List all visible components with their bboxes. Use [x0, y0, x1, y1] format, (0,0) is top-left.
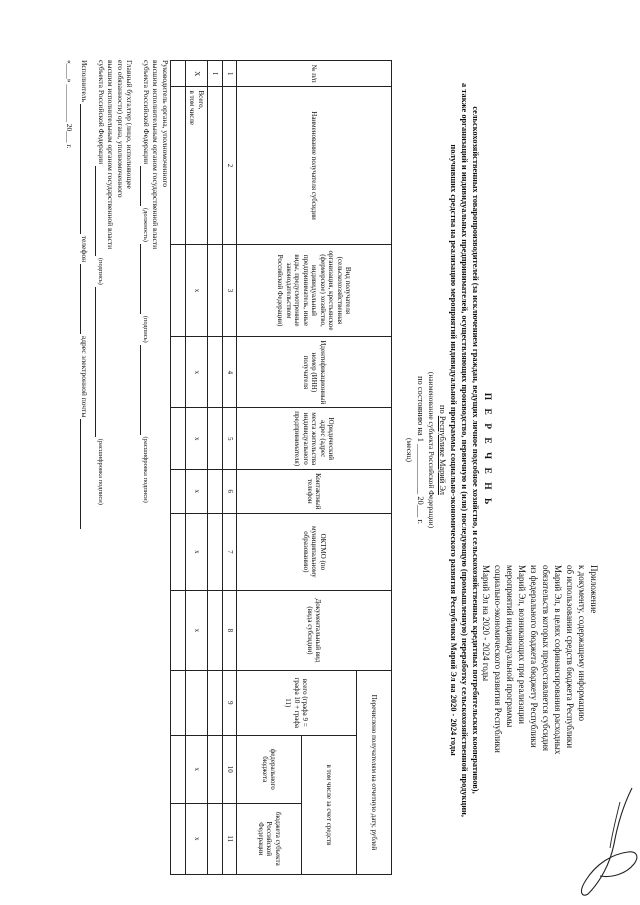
col-transferred-group-header: Перечислено получателям на отчетную дату, рублей — [357, 670, 392, 874]
document-title — [404, 40, 492, 860]
position-caption: (должность) — [142, 207, 149, 242]
column-number: 2 — [223, 87, 237, 244]
column-number: 10 — [223, 735, 237, 803]
title-line-2: а также организаций и индивидуальных предпринимателей, осуществляющих производство, первичную и (или) последующую (промышленную) переработку сельскохозяйственной продукции, — [460, 83, 469, 817]
table-cell — [208, 803, 223, 874]
phone-label: телефон — [80, 235, 90, 263]
appendix-line: Марий Эл, в целях софинансирования расходных — [553, 565, 563, 755]
table-cell: x — [186, 803, 208, 874]
appendix-line: мероприятий индивидуальной программы — [505, 565, 515, 728]
accountant-title-line: высшим исполнительным органом государственной власти — [106, 60, 116, 250]
accountant-title-line: субъекта Российской Федерации — [97, 60, 106, 165]
col-recipient-header: Наименование получателя субсидии — [237, 87, 392, 244]
col-type-header: Вид получателя (сельскохозяйственная организация, крестьянское (фермерское) хозяйство, индивидуальный предприниматель, иные виды, предусмотренные законодательством Российской Федерации) — [237, 244, 392, 337]
column-number: 1 — [223, 61, 237, 87]
signature-line — [141, 244, 150, 314]
table-cell: x — [186, 337, 208, 408]
col-number-header: № п/п — [237, 61, 392, 87]
accountant-title-line: его обязанности) органа, уполномоченного — [116, 60, 125, 198]
col-phone-header: Контактный телефон — [237, 470, 392, 513]
region-line — [437, 40, 448, 860]
table-cell — [208, 244, 223, 337]
col-address-header: Юридический адрес (адрес места жительства индивидуального предпринимателя) — [237, 408, 392, 470]
table-cell — [208, 87, 223, 244]
title-line-3: получивших средства на реализацию мероприятий индивидуальной программы социально-экономического развития Республики Марий Эл на 2020 - 2024 годы — [449, 144, 458, 756]
date-caption: (месяц) — [405, 437, 414, 463]
sign-caption: (подпись) — [142, 315, 149, 343]
table-cell — [171, 591, 186, 670]
col-sources-group-header: в том числе за счет средств — [302, 735, 357, 874]
table-cell: x — [186, 591, 208, 670]
signature-line — [141, 166, 150, 206]
appendix-line: обязательств которых предоставляется субсидия — [541, 565, 551, 752]
column-number: 8 — [223, 591, 237, 670]
table-cell — [186, 670, 208, 735]
head-title-line: высшим исполнительным органом государственной власти — [151, 60, 161, 250]
head-title-line: субъекта Российской Федерации — [142, 60, 151, 165]
column-number: 7 — [223, 513, 237, 591]
column-number: 5 — [223, 408, 237, 470]
table-cell: x — [186, 735, 208, 803]
header-row — [357, 61, 392, 875]
title-line-1: сельскохозяйственных товаропроизводителей (за исключением граждан, ведущих личное подсобное хозяйство, и сельскохозяйственных кредитных потребительских кооперативов), — [471, 106, 480, 794]
column-number: 4 — [223, 337, 237, 408]
table-cell — [171, 408, 186, 470]
table-cell — [208, 470, 223, 513]
accountant-signature — [96, 60, 135, 740]
signature-line — [80, 419, 89, 529]
handwritten-signature — [570, 782, 640, 902]
table-cell — [171, 735, 186, 803]
signature-block — [59, 60, 171, 740]
table-cell: Всего, в том числе — [186, 87, 208, 244]
appendix-line: Марий Эл, возникающих при реализации — [517, 565, 527, 724]
region-caption: (наименование субъекта Российской Федерации) — [427, 371, 436, 529]
accountant-title-line: Главный бухгалтер (лицо, исполняющее — [125, 60, 135, 189]
table-cell — [208, 591, 223, 670]
appendix-line: об использовании средств бюджета Республики — [565, 565, 575, 749]
col-subsidy-type-header: Документальный вид (вида субсидии) — [237, 591, 392, 670]
appendix-line: к документу, содержащему информацию — [577, 565, 587, 721]
table-cell — [171, 244, 186, 337]
table-cell — [208, 735, 223, 803]
date-line: по состоянию на 1 ____________ 20___ г. — [416, 376, 425, 524]
date-field: «____» __________ 20___ г. — [65, 60, 74, 149]
table-cell — [171, 513, 186, 591]
decode-caption: (расшифровка подписи) — [142, 436, 149, 503]
decode-caption: (расшифровка подписи) — [97, 438, 104, 505]
table-cell: x — [186, 408, 208, 470]
table-cell — [208, 513, 223, 591]
table-cell — [171, 337, 186, 408]
signature-line — [80, 264, 89, 334]
executor-line — [80, 60, 90, 740]
table-row — [208, 61, 223, 875]
region-name: Республике Марий Эл — [438, 415, 447, 495]
table-cell — [171, 670, 186, 735]
executor-label: Исполнитель — [80, 60, 90, 102]
signature-line — [141, 345, 150, 435]
signature-line — [80, 104, 89, 234]
column-number: 11 — [223, 803, 237, 874]
appendix-line: из федерального бюджета бюджету Республики — [529, 565, 539, 748]
col-total-header: всего (графа 9 = графа 10 + графа 11) — [237, 670, 357, 735]
table-cell: x — [186, 513, 208, 591]
appendix-line: Марий Эл на 2020 - 2024 годы — [481, 565, 491, 682]
title-heading: П Е Р Е Ч Е Н Ь — [482, 392, 492, 508]
table-cell: X — [186, 61, 208, 87]
email-label: адрес электронной почты — [80, 335, 90, 418]
document-sheet — [20, 20, 620, 880]
column-number: 3 — [223, 244, 237, 337]
table-row — [186, 61, 208, 875]
appendix-line: Приложение — [589, 565, 599, 614]
col-regional-header: бюджета субъекта Российской Федерации — [237, 803, 302, 874]
table-cell: x — [186, 244, 208, 337]
column-numbers-row — [223, 61, 237, 875]
col-inn-header: Идентификационный номер (ИНН) получателя — [237, 337, 392, 408]
table-row — [171, 61, 186, 875]
table-cell — [208, 670, 223, 735]
table-cell — [208, 408, 223, 470]
column-number: 6 — [223, 470, 237, 513]
appendix-line: социально-экономического развития Республики — [493, 565, 503, 753]
table-cell — [208, 337, 223, 408]
column-number: 9 — [223, 670, 237, 735]
region-prefix: по — [438, 405, 447, 414]
table-cell — [171, 87, 186, 244]
table-cell: x — [186, 470, 208, 513]
col-oktmo-header: ОКТМО (по муниципальному образованию) — [237, 513, 392, 591]
recipients-table — [170, 60, 392, 875]
table-cell — [171, 803, 186, 874]
col-federal-header: федерального бюджета — [237, 735, 302, 803]
signature-line — [96, 166, 105, 256]
sign-caption: (подпись) — [97, 257, 104, 285]
table-cell — [171, 61, 186, 87]
head-signature — [141, 60, 171, 740]
signature-line — [96, 287, 105, 437]
head-title-line: Руководитель органа, уполномоченного — [161, 60, 170, 188]
table-cell — [171, 470, 186, 513]
table-cell: I — [208, 61, 223, 87]
